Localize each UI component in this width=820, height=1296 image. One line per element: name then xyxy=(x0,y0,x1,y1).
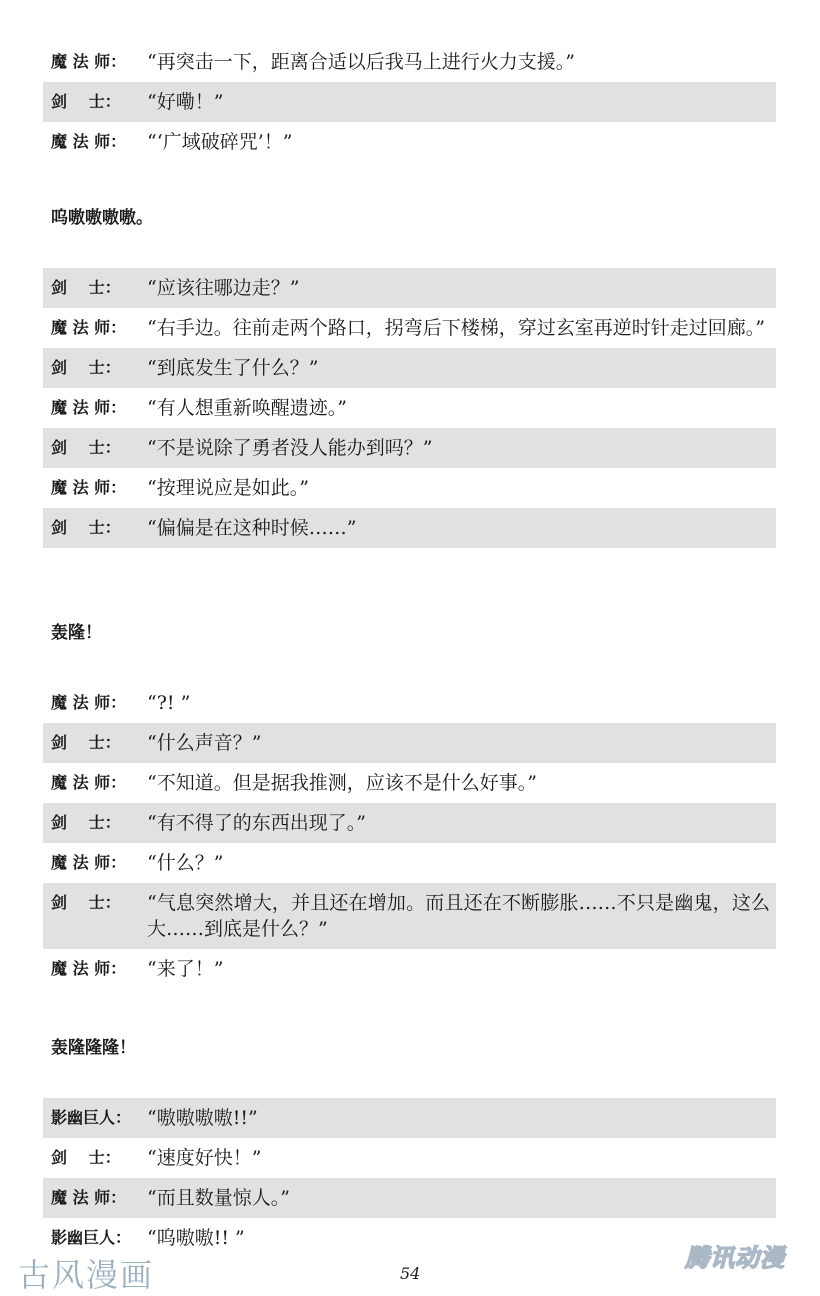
speaker-label: 魔 法 师： xyxy=(51,398,127,417)
speech-text: “按理说应是如此。” xyxy=(147,477,309,499)
speech-text: “右手边。往前走两个路口，拐弯后下楼梯，穿过玄室再逆时针走过回廊。” xyxy=(147,317,765,339)
dialogue-line xyxy=(43,1098,776,1138)
speaker-label: 剑 士： xyxy=(51,518,121,537)
dialogue-block-3 xyxy=(43,683,776,989)
speaker-label: 魔 法 师： xyxy=(51,693,127,712)
speaker-label: 剑 士： xyxy=(51,733,121,752)
speech-text: “有不得了的东西出现了。” xyxy=(147,812,366,834)
speech-text: “来了！” xyxy=(147,958,224,980)
speech-text: “什么？” xyxy=(147,852,224,874)
speaker-label: 魔 法 师： xyxy=(51,132,127,151)
speech-text: “好嘞！” xyxy=(147,91,224,113)
dialogue-line xyxy=(43,508,776,548)
speaker-label: 魔 法 师： xyxy=(51,1188,127,1207)
dialogue-line xyxy=(43,803,776,843)
dialogue-line xyxy=(43,1178,776,1218)
sound-effect-text: 轰隆隆隆！ xyxy=(51,1038,136,1058)
dialogue-line xyxy=(43,723,776,763)
speaker-label: 魔 法 师： xyxy=(51,853,127,872)
dialogue-line xyxy=(43,763,776,803)
speech-text: “呜嗷嗷!! ” xyxy=(147,1227,245,1249)
speech-text: “什么声音？” xyxy=(147,732,262,754)
speaker-label: 魔 法 师： xyxy=(51,52,127,71)
dialogue-line xyxy=(43,42,776,82)
dialogue-line xyxy=(43,428,776,468)
speaker-label: 剑 士： xyxy=(51,278,121,297)
dialogue-line xyxy=(43,268,776,308)
speech-text: “而且数量惊人。” xyxy=(147,1187,290,1209)
speech-text: “再突击一下，距离合适以后我马上进行火力支援。” xyxy=(147,51,575,73)
dialogue-line xyxy=(43,949,776,989)
dialogue-line xyxy=(43,82,776,122)
dialogue-block-2 xyxy=(43,268,776,548)
speech-text: “应该往哪边走？” xyxy=(147,277,300,299)
speech-text: “?! ” xyxy=(147,692,191,714)
speaker-label: 魔 法 师： xyxy=(51,773,127,792)
speaker-label: 影幽巨人： xyxy=(51,1108,132,1127)
sound-effect-text: 轰隆！ xyxy=(51,623,102,643)
speaker-label: 剑 士： xyxy=(51,92,121,111)
speaker-label: 剑 士： xyxy=(51,358,121,377)
speaker-label: 魔 法 师： xyxy=(51,478,127,497)
speaker-label: 魔 法 师： xyxy=(51,959,127,978)
speaker-label: 剑 士： xyxy=(51,438,121,457)
speech-text: “气息突然增大，并且还在增加。而且还在不断膨胀……不只是幽鬼，这么大……到底是什么？” xyxy=(147,892,770,940)
dialogue-line xyxy=(43,468,776,508)
speaker-label: 剑 士： xyxy=(51,813,121,832)
watermark-logo-left: 古风漫画 xyxy=(18,1256,155,1294)
dialogue-line xyxy=(43,388,776,428)
dialogue-line xyxy=(43,1138,776,1178)
speaker-label: 剑 士： xyxy=(51,893,121,912)
speaker-label: 影幽巨人： xyxy=(51,1228,132,1247)
speech-text: “不知道。但是据我推测，应该不是什么好事。” xyxy=(147,772,537,794)
dialogue-line xyxy=(43,122,776,162)
dialogue-line xyxy=(43,683,776,723)
dialogue-line xyxy=(43,308,776,348)
speaker-label: 剑 士： xyxy=(51,1148,121,1167)
speech-text: “不是说除了勇者没人能办到吗？” xyxy=(147,437,433,459)
speech-text: “偏偏是在这种时候……” xyxy=(147,517,357,539)
dialogue-line xyxy=(43,348,776,388)
speech-text: “‘广域破碎咒’！” xyxy=(147,131,293,153)
speech-text: “嗷嗷嗷嗷!!” xyxy=(147,1107,258,1129)
dialogue-block-4 xyxy=(43,1098,776,1258)
speaker-label: 魔 法 师： xyxy=(51,318,127,337)
watermark-logo-right: 腾讯动漫 xyxy=(685,1243,785,1272)
dialogue-line xyxy=(43,843,776,883)
speech-text: “速度好快！” xyxy=(147,1147,262,1169)
speech-text: “有人想重新唤醒遗迹。” xyxy=(147,397,347,419)
page-number: 54 xyxy=(400,1264,421,1283)
dialogue-block-1 xyxy=(43,42,776,162)
dialogue-line xyxy=(43,883,776,949)
speech-text: “到底发生了什么？” xyxy=(147,357,319,379)
sound-effect-text: 呜嗷嗷嗷嗷。 xyxy=(51,208,153,228)
